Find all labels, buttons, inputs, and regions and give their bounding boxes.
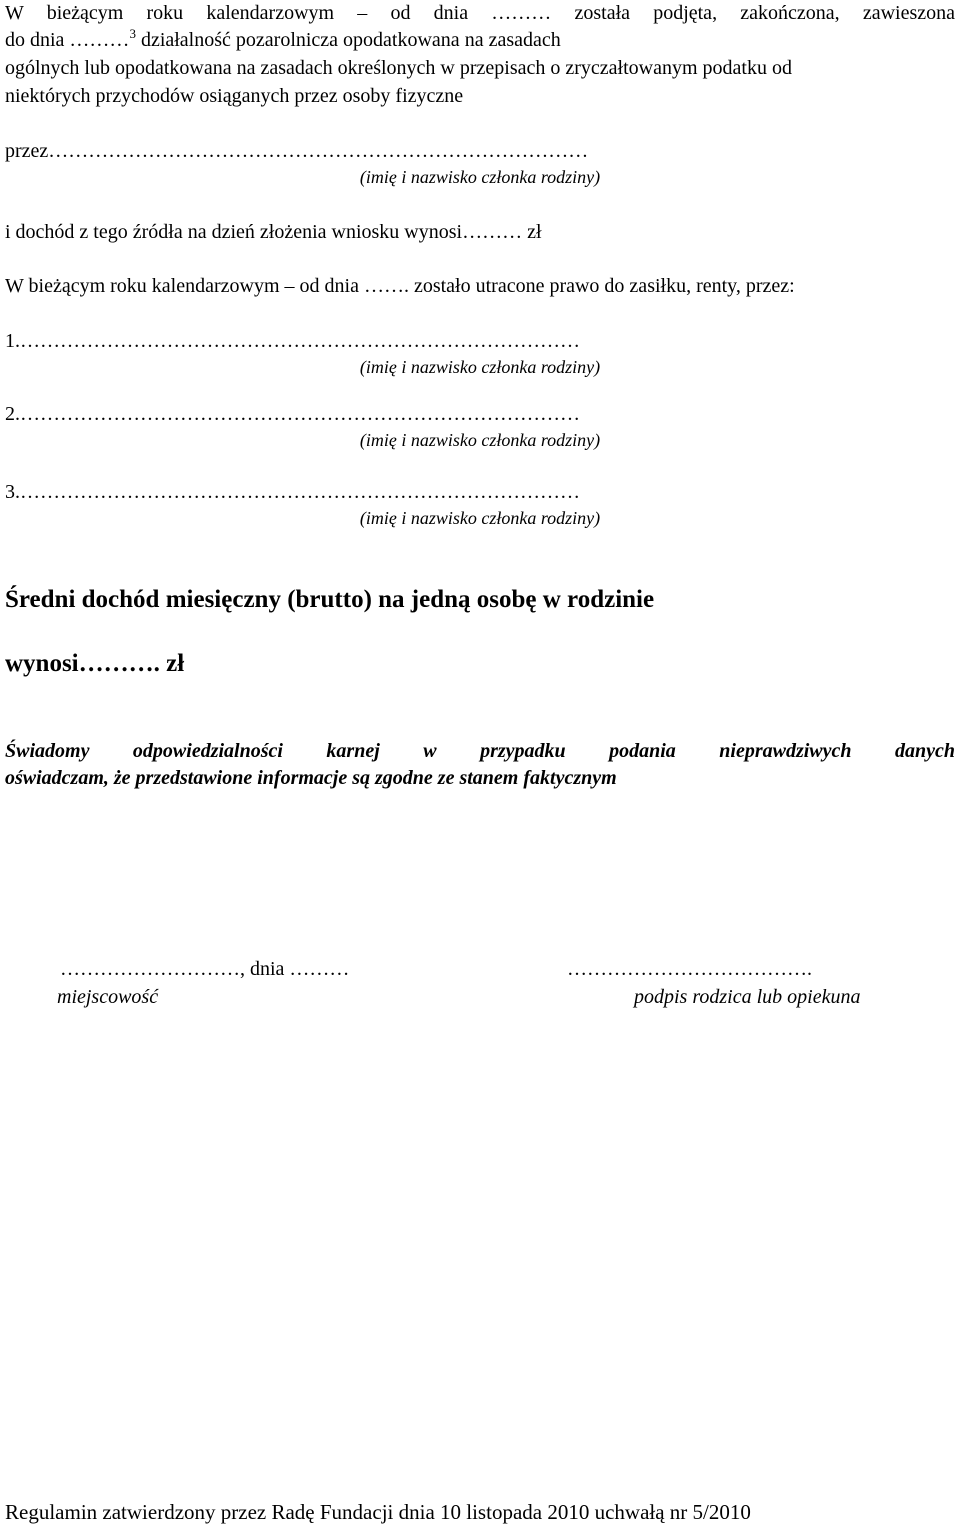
footnote-marker: 3 (129, 26, 136, 41)
place-caption: miejscowość (57, 986, 159, 1008)
place-date-field[interactable]: ………………………, dnia ……… (60, 958, 350, 980)
activity-line-2-end: działalność pozarolnicza opodatkowana na zasadach (135, 29, 561, 51)
declaration-line-1: Świadomy odpowiedzialności karnej w przypadku podania nieprawdziwych danych (5, 740, 955, 762)
signature-field[interactable]: ………………………………. (567, 958, 812, 980)
activity-member-caption: (imię i nazwisko członka rodziny) (359, 167, 601, 187)
lost-benefit-member-2[interactable]: 2.………………………………………………………………………… (5, 403, 580, 425)
activity-line-2-start: do dnia ……… (5, 29, 130, 51)
lost-benefit-caption-3: (imię i nazwisko członka rodziny) (359, 508, 601, 528)
lost-benefit-caption-1: (imię i nazwisko członka rodziny) (359, 357, 601, 377)
footer-regulation: Regulamin zatwierdzony przez Radę Fundacji dnia 10 listopada 2010 uchwałą nr 5/2010 (5, 1500, 751, 1524)
average-income-heading: Średni dochód miesięczny (brutto) na jedną osobę w rodzinie (5, 586, 655, 613)
activity-member-field[interactable]: przez……………………………………………………………………… (5, 140, 589, 162)
activity-line-4: niektórych przychodów osiąganych przez osoby fizyczne (5, 85, 464, 107)
activity-income-line[interactable]: i dochód z tego źródła na dzień złożenia wniosku wynosi……… zł (5, 221, 542, 243)
activity-line-2 (5, 26, 561, 51)
declaration-line-2: oświadczam, że przedstawione informacje są zgodne ze stanem faktycznym (5, 767, 617, 789)
lost-benefit-member-3[interactable]: 3.………………………………………………………………………… (5, 481, 580, 503)
average-income-value[interactable]: wynosi………. zł (5, 650, 185, 677)
lost-benefit-intro: W bieżącym roku kalendarzowym – od dnia ……. zostało utracone prawo do zasiłku, renty, przez: (5, 275, 795, 297)
lost-benefit-member-1[interactable]: 1.………………………………………………………………………… (5, 330, 580, 352)
lost-benefit-caption-2: (imię i nazwisko członka rodziny) (359, 430, 601, 450)
activity-line-3: ogólnych lub opodatkowana na zasadach określonych w przepisach o zryczałtowanym podatku od (5, 57, 792, 79)
activity-line-1: W bieżącym roku kalendarzowym – od dnia ……… została podjęta, zakończona, zawieszona (5, 2, 955, 24)
signature-caption: podpis rodzica lub opiekuna (634, 986, 861, 1008)
